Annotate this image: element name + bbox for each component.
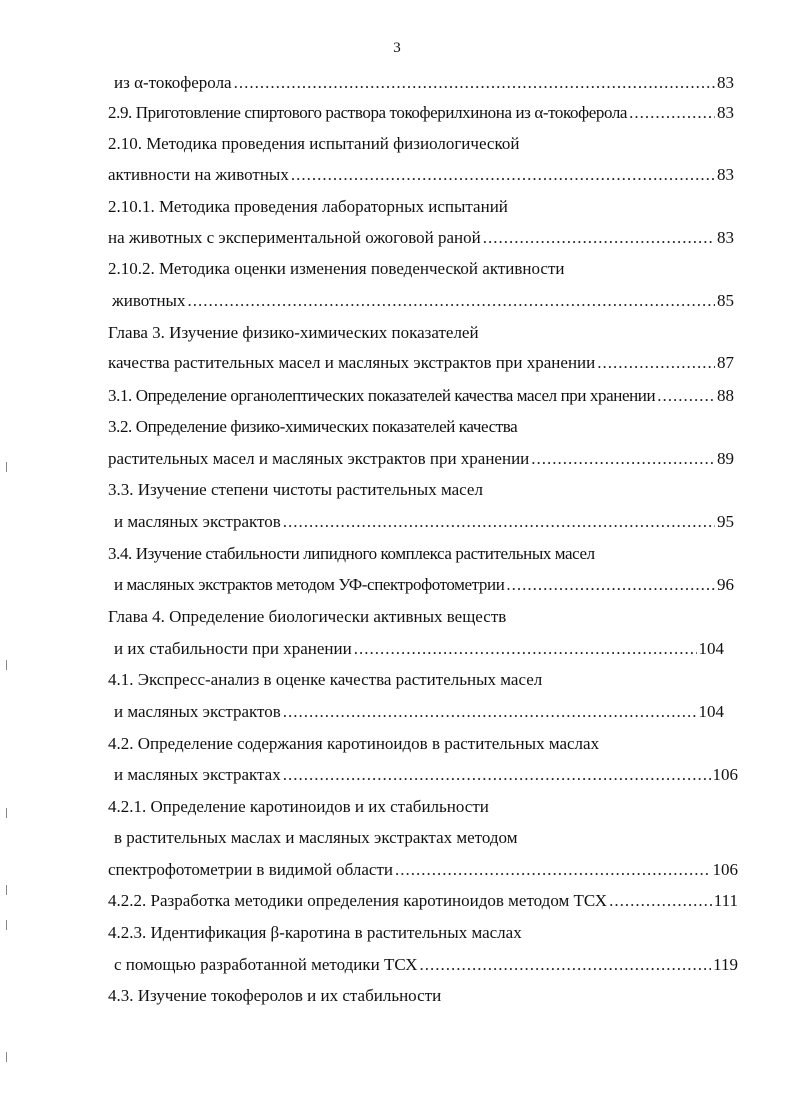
toc-line-text: и масляных экстрактов xyxy=(114,702,281,721)
toc-line xyxy=(108,541,595,567)
toc-line xyxy=(114,636,724,662)
toc-line xyxy=(108,194,508,220)
toc-line-text: из α-токоферола xyxy=(114,73,232,92)
toc-line-page: 104 xyxy=(698,702,724,721)
toc-leader xyxy=(291,162,715,188)
toc-line xyxy=(108,477,483,503)
toc-line-page: 88 xyxy=(717,386,734,405)
toc-leader xyxy=(283,509,715,535)
toc-line xyxy=(108,667,542,693)
toc-line xyxy=(108,731,599,757)
toc-line-page: 83 xyxy=(717,103,734,122)
scan-margin-mark xyxy=(6,462,10,472)
toc-line-page: 106 xyxy=(712,765,738,784)
toc-line-text: 4.3. Изучение токоферолов и их стабильности xyxy=(108,986,442,1005)
toc-line xyxy=(108,446,734,472)
toc-line xyxy=(108,604,506,630)
toc-line xyxy=(114,572,734,598)
toc-line-text: 3.1. Определение органолептических показателей качества масел при хранении xyxy=(108,386,656,405)
toc-line xyxy=(108,350,734,376)
toc-line xyxy=(114,70,734,96)
toc-leader xyxy=(354,636,697,662)
toc-line xyxy=(114,509,734,535)
toc-line-page: 83 xyxy=(717,228,734,247)
toc-line-text: и масляных экстрактов xyxy=(114,512,281,531)
toc-leader xyxy=(187,288,715,314)
toc-leader xyxy=(597,350,715,376)
toc-line xyxy=(108,100,734,126)
toc-line xyxy=(114,699,724,725)
toc-line xyxy=(108,162,734,188)
toc-line xyxy=(108,131,519,157)
toc-leader xyxy=(483,225,715,251)
toc-line-page: 119 xyxy=(713,955,738,974)
toc-line-text: Глава 3. Изучение физико-химических показателей xyxy=(108,323,479,342)
toc-line-page: 83 xyxy=(717,73,734,92)
toc-line-text: 3.3. Изучение степени чистоты растительных масел xyxy=(108,480,483,499)
toc-line xyxy=(108,857,738,883)
toc-line xyxy=(114,952,738,978)
toc-line-text: Глава 4. Определение биологически активных веществ xyxy=(108,607,507,626)
scan-margin-mark xyxy=(6,808,10,818)
toc-line xyxy=(108,383,734,409)
toc-line-text: с помощью разработанной методики ТСХ xyxy=(114,955,418,974)
toc-line xyxy=(108,320,479,346)
toc-line-text: и масляных экстрактов методом УФ-спектрофотометрии xyxy=(114,575,505,594)
toc-line-page: 106 xyxy=(712,860,738,879)
toc-line-text: 4.1. Экспресс-анализ в оценке качества растительных масел xyxy=(108,670,543,689)
toc-line-text: 2.10.2. Методика оценки изменения поведенческой активности xyxy=(108,259,565,278)
toc-leader xyxy=(420,952,712,978)
toc-line xyxy=(108,888,738,914)
toc-leader xyxy=(506,572,715,598)
toc-line-text: и масляных экстрактах xyxy=(114,765,281,784)
toc-line-text: 2.10. Методика проведения испытаний физиологической xyxy=(108,134,520,153)
scan-margin-mark xyxy=(6,660,10,670)
toc-line xyxy=(112,288,734,314)
scan-margin-mark xyxy=(6,920,10,930)
toc-line-page: 96 xyxy=(717,575,734,594)
toc-line xyxy=(108,920,522,946)
toc-line-page: 104 xyxy=(698,639,724,658)
toc-leader xyxy=(395,857,711,883)
toc-line-text: спектрофотометрии в видимой области xyxy=(108,860,393,879)
toc-leader xyxy=(531,446,715,472)
toc-line xyxy=(108,256,565,282)
toc-line-text: 3.2. Определение физико-химических показателей качества xyxy=(108,417,518,436)
toc-line xyxy=(108,414,517,440)
toc-leader xyxy=(234,70,715,96)
toc-line-text: 4.2.2. Разработка методики определения каротиноидов методом ТСХ xyxy=(108,891,608,910)
page-number: 3 xyxy=(393,40,401,56)
toc-line-text: 2.10.1. Методика проведения лабораторных испытаний xyxy=(108,197,508,216)
toc-line xyxy=(114,825,517,851)
toc-line-page: 111 xyxy=(713,891,738,910)
toc-line xyxy=(108,794,489,820)
toc-line-text: 4.2.1. Определение каротиноидов и их стабильности xyxy=(108,797,489,816)
toc-leader xyxy=(283,762,711,788)
toc-leader xyxy=(609,888,712,914)
toc-line-text: 3.4. Изучение стабильности липидного комплекса растительных масел xyxy=(108,544,595,563)
toc-line-text: активности на животных xyxy=(108,165,289,184)
toc-line-text: животных xyxy=(112,291,186,310)
toc-line xyxy=(114,762,738,788)
toc-leader xyxy=(657,383,715,409)
toc-line-text: 2.9. Приготовление спиртового раствора токоферилхинона из α-токоферола xyxy=(108,103,628,122)
toc-line-text: растительных масел и масляных экстрактов при хранении xyxy=(108,449,530,468)
toc-line-text: 4.2. Определение содержания каротиноидов в растительных маслах xyxy=(108,734,600,753)
toc-line-text: в растительных маслах и масляных экстрактах методом xyxy=(114,828,518,847)
toc-line xyxy=(108,225,734,251)
toc-leader xyxy=(629,100,715,126)
toc-line-text: и их стабильности при хранении xyxy=(114,639,352,658)
toc-line-page: 87 xyxy=(717,353,734,372)
toc-line-text: 4.2.3. Идентификация β-каротина в растительных маслах xyxy=(108,923,522,942)
toc-line-page: 85 xyxy=(717,291,734,310)
scan-margin-mark xyxy=(6,1052,10,1062)
toc-leader xyxy=(283,699,697,725)
toc-line-text: качества растительных масел и масляных экстрактов при хранении xyxy=(108,353,596,372)
toc-line-page: 89 xyxy=(717,449,734,468)
toc-line-page: 83 xyxy=(717,165,734,184)
scan-margin-mark xyxy=(6,885,10,895)
toc-line xyxy=(108,983,441,1009)
toc-line-text: на животных с экспериментальной ожоговой раной xyxy=(108,228,481,247)
toc-line-page: 95 xyxy=(717,512,734,531)
